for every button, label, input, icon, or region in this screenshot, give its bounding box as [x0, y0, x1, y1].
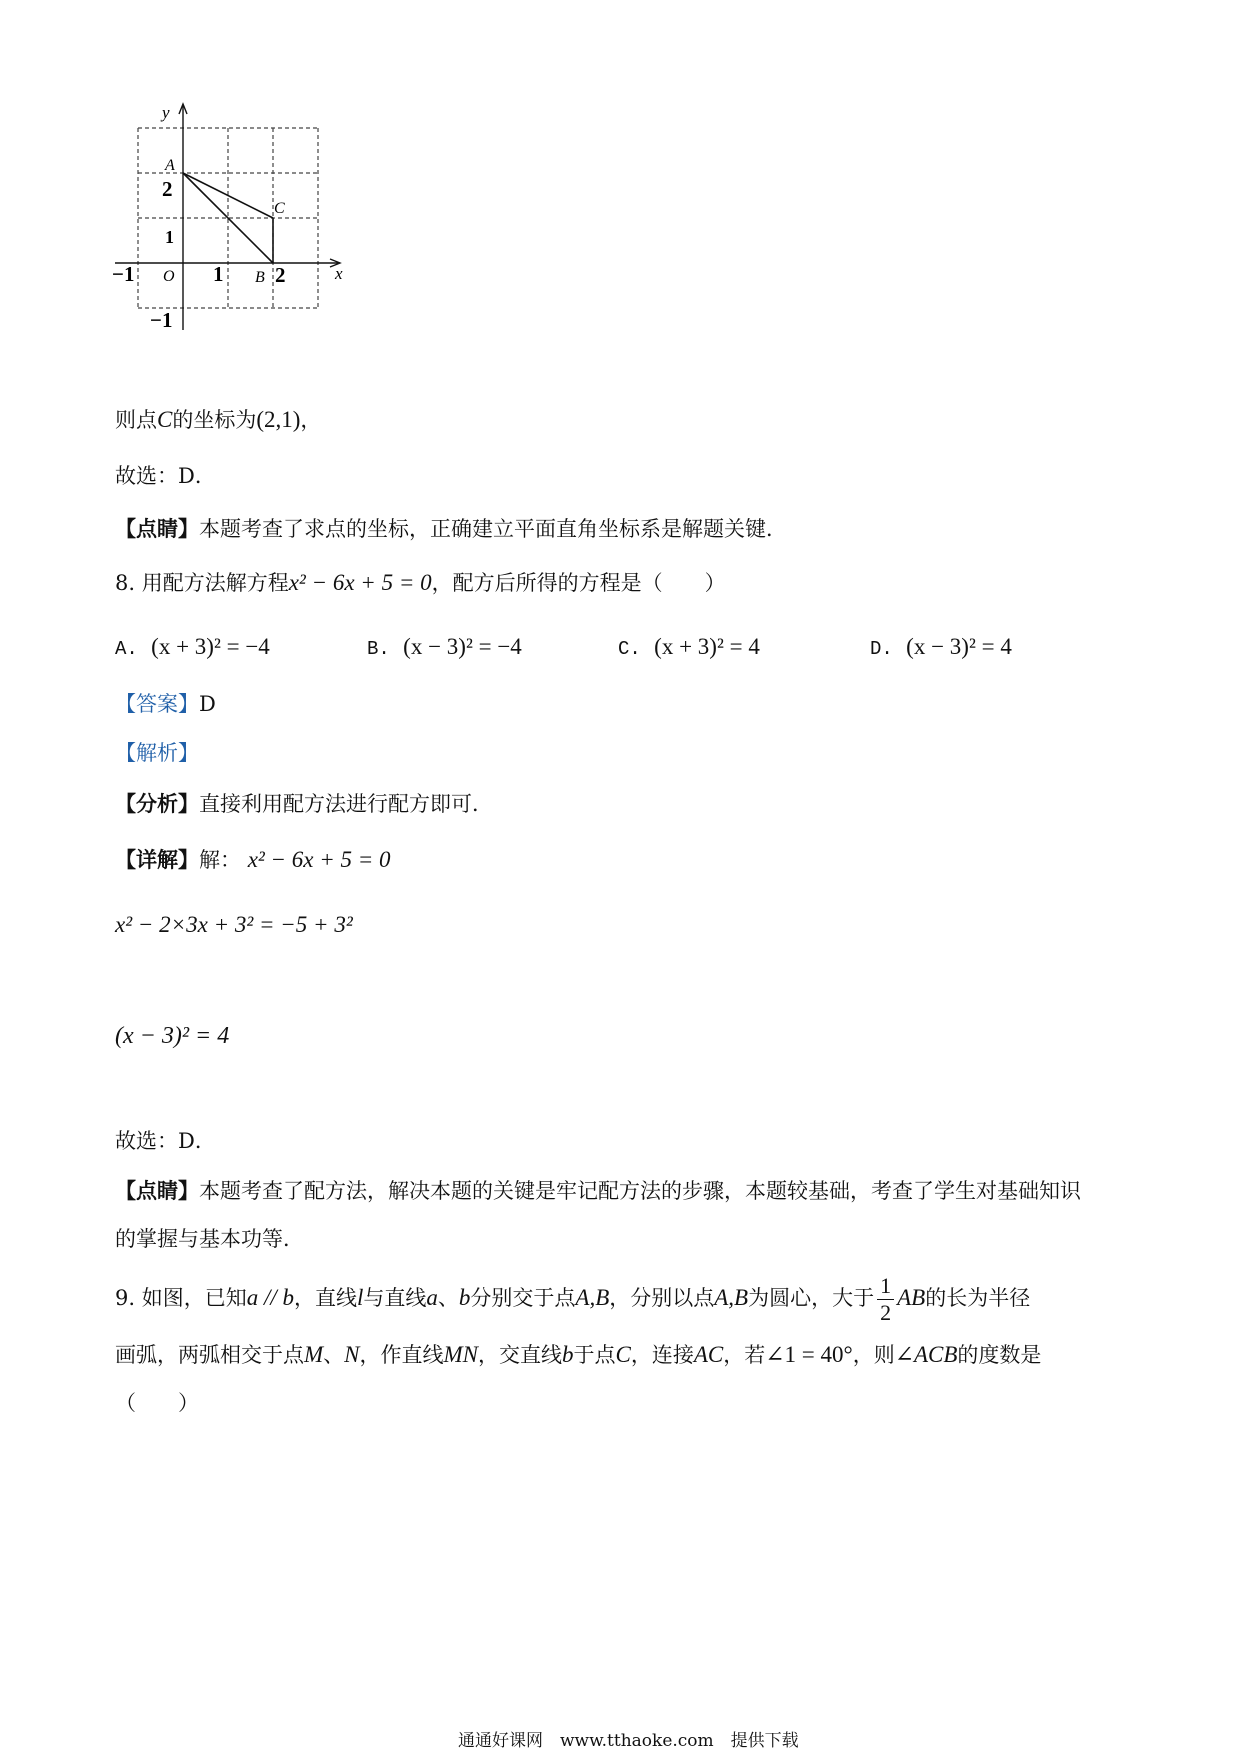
point-a-label: A — [165, 157, 175, 174]
q8-comment-line1: 【点睛】本题考查了配方法，解决本题的关键是牢记配方法的步骤，本题较基础，考查了学生对基础知识 — [115, 1178, 1081, 1203]
coordinate-graph — [110, 98, 360, 343]
q8-analysis-tag: 【解析】 — [115, 741, 199, 765]
tick-neg1-y: −1 — [150, 308, 173, 332]
q8-option-c: C. (x + 3)² = 4 — [618, 634, 760, 660]
q8-detail: 【详解】解： x² − 6x + 5 = 0 — [115, 847, 391, 872]
q9-stem-line2: 画弧，两弧相交于点M、N，作直线MN，交直线b于点C，连接AC，若∠1 = 40°，则∠ACB的度数是 — [115, 1342, 1042, 1367]
q8-option-d: D. (x − 3)² = 4 — [870, 634, 1012, 660]
q8-answer: 【答案】D — [115, 692, 216, 716]
fraction-one-half: $\frac{1}{2}$ — [877, 1273, 894, 1326]
origin-label: O — [163, 268, 175, 285]
q7-conclusion: 则点C的坐标为(2,1)， — [115, 407, 322, 432]
tick-1-x: 1 — [213, 262, 224, 286]
point-b-label: B — [255, 269, 265, 286]
q7-comment: 【点睛】本题考查了求点的坐标，正确建立平面直角坐标系是解题关键． — [115, 516, 787, 541]
tick-2-y: 2 — [162, 177, 173, 201]
q9-stem-line3: （ ） — [115, 1391, 199, 1415]
q8-option-a: A. (x + 3)² = −4 — [115, 634, 270, 660]
tick-neg1-x: −1 — [112, 262, 135, 286]
q8-comment-line2: 的掌握与基本功等． — [115, 1227, 304, 1251]
q8-choose: 故选：D． — [115, 1129, 216, 1153]
x-axis-label: x — [335, 264, 343, 283]
q7-choose: 故选：D． — [115, 464, 216, 488]
tick-2-x: 2 — [275, 263, 286, 287]
point-c-label: C — [274, 200, 285, 217]
q8-stem: 8. 用配方法解方程x² − 6x + 5 = 0，配方后所得的方程是（ ） — [115, 570, 726, 595]
q8-step2: x² − 2×3x + 3² = −5 + 3² — [115, 912, 353, 937]
q8-option-b: B. (x − 3)² = −4 — [367, 634, 522, 660]
q8-fenxi: 【分析】直接利用配方法进行配方即可． — [115, 791, 493, 816]
y-axis-label: y — [162, 103, 170, 122]
tick-1-y: 1 — [165, 227, 174, 247]
footer-text: 通通好课网 www.tthaoke.com 提供下载 — [458, 1731, 799, 1751]
q9-stem-line1: 9. 如图，已知a // b，直线l与直线a、b分别交于点A,B，分别以点A,B为圆心，大于 $\frac{1}{2}$ AB的长为半径 — [115, 1273, 1031, 1325]
q8-step3: (x − 3)² = 4 — [115, 1023, 230, 1049]
